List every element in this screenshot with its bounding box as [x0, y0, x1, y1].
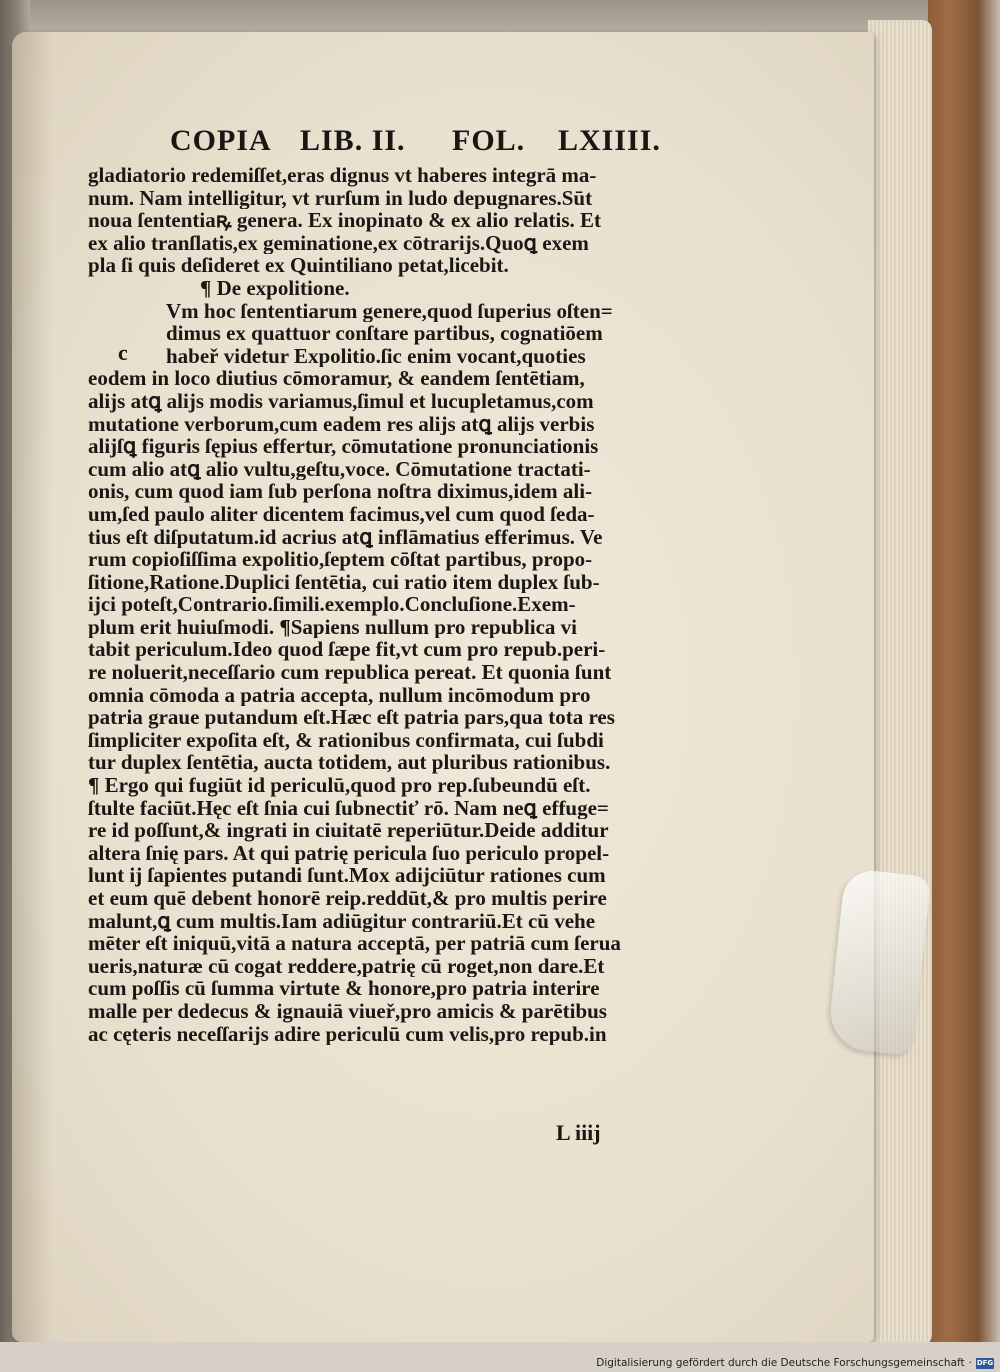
text-line: cum alio atꝗ alio vultu,geſtu,voce. Cōmutatione tractati- — [88, 457, 591, 481]
text-line: cum poſſis cū ſumma virtute & honore,pro patria interire — [88, 977, 600, 1000]
text-line: pla ſi quis deſideret ex Quintiliano petat,licebit. — [88, 254, 509, 277]
text-line: patria graue putandum eſt.Hæc eſt patria pars,qua tota res — [88, 706, 615, 729]
text-line: altera ſnię pars. At qui patrię pericula ſuo periculo propel- — [88, 841, 610, 865]
signature-mark: L iiij — [556, 1120, 601, 1145]
text-line: re noluerit,neceſſario cum republica pereat. Et quonia ſunt — [88, 661, 612, 684]
text-line: gladiatorio redemiſſet,eras dignus vt haberes integrā ma- — [88, 164, 597, 187]
initial-letter-guide: c — [118, 340, 128, 365]
text-line: tius eſt diſputatum.id acrius atꝗ inflāmatius efferimus. Ve — [88, 525, 603, 549]
text-line: mēter eſt iniquū,vitā a natura acceptā, per patriā cum ſerua — [88, 932, 621, 955]
text-line: um,ſed paulo aliter dicentem facimus,vel cum quod ſeda- — [88, 502, 595, 526]
text-line: eodem in loco diutius cōmoramur, & eandem ſentētiam, — [88, 367, 585, 390]
header-title: COPIA — [170, 124, 272, 157]
text-line: ſitione,Ratione.Duplici ſentētia, cui ratio item duplex ſub- — [88, 570, 600, 594]
text-line: ex alio tranſlatis,ex geminatione,ex cōtrarijs.Quoꝗ exem — [88, 231, 589, 255]
footer-separator: · — [968, 1357, 972, 1369]
text-line: ſtulte faciūt.Hęc eſt ſnia cui ſubnectiť rō. Nam neꝗ effuge= — [88, 796, 609, 820]
page-edges — [868, 20, 932, 1345]
dfg-logo-icon: DFG — [976, 1358, 994, 1367]
text-line: noua ſententiaꝶ genera. Ex inopinato & ex alio relatis. Et — [88, 209, 602, 232]
header-folio-label: FOL. — [452, 124, 526, 157]
text-line: ¶ Ergo qui fugiūt id periculū,quod pro rep.ſubeundū eſt. — [88, 774, 591, 797]
text-line: lunt ij ſapientes putandi ſunt.Mox adijciūtur rationes cum — [88, 864, 606, 887]
text-line: plum erit huiuſmodi. ¶Sapiens nullum pro republica vi — [88, 615, 578, 639]
text-line: ac cęteris neceſſarijs adire periculū cum velis,pro repub.in — [88, 1022, 607, 1046]
text-line: onis, cum quod iam ſub perſona noſtra diximus,idem ali- — [88, 480, 593, 503]
text-line: et eum quē debent honorē reip.reddūt,& pro multis perire — [88, 887, 607, 910]
page-gutter-shadow — [12, 32, 52, 1342]
text-line: alijſꝗ figuris ſępius effertur, cōmutatione pronunciationis — [88, 435, 599, 458]
running-header — [170, 124, 660, 164]
text-line: Vm hoc ſententiarum genere,quod ſuperius oſten= — [166, 299, 613, 323]
text-line: malunt,ꝗ cum multis.Iam adiūgitur contrariū.Et cū vehe — [88, 909, 596, 933]
text-line: tur duplex ſentētia, aucta totidem, aut pluribus rationibus. — [88, 751, 611, 775]
text-line: mutatione verborum,cum eadem res alijs atꝗ alijs verbis — [88, 412, 595, 436]
text-line: dimus ex quattuor conſtare partibus, cognatiōem — [166, 322, 603, 345]
text-line: tabit periculum.Ideo quod ſæpe fit,vt cum pro repub.peri- — [88, 638, 606, 662]
header-folio-number: LXIIII. — [558, 124, 661, 157]
text-line: ſimpliciter expoſita eſt, & rationibus confirmata, cui ſubdi — [88, 728, 604, 752]
text-line: omnia cōmoda a patria accepta, nullum incōmodum pro — [88, 683, 591, 707]
digitization-footer — [596, 1356, 994, 1370]
text-line: rum copioſiſſima expolitio,ſeptem cōſtat partibus, propo- — [88, 548, 593, 571]
text-line: habeř videtur Expolitio.ſic enim vocant,quoties — [166, 344, 586, 368]
text-line: num. Nam intelligitur, vt rurſum in ludo depugnares.Sūt — [88, 186, 593, 210]
text-line: ijci poteſt,Contrario.ſimili.exemplo.Concluſione.Exem- — [88, 593, 576, 616]
text-line: ueris,naturæ cū cogat reddere,patrię cū roget,non dare.Et — [88, 954, 605, 978]
header-book: LIB. II. — [300, 124, 406, 157]
body-text — [88, 164, 688, 1045]
text-line: malle per dedecus & ignauiā viueř,pro amicis & parētibus — [88, 999, 607, 1023]
section-heading: ¶ De expolitione. — [200, 276, 350, 300]
book-cover-right — [928, 0, 1000, 1372]
text-line: alijs atꝗ alijs modis variamus,ſimul et lucupletamus,com — [88, 389, 594, 413]
footer-text: Digitalisierung gefördert durch die Deutsche Forschungsgemeinschaft — [596, 1357, 965, 1369]
text-line: re id poſſunt,& ingrati in ciuitatē reperiūtur.Deide additur — [88, 819, 609, 842]
